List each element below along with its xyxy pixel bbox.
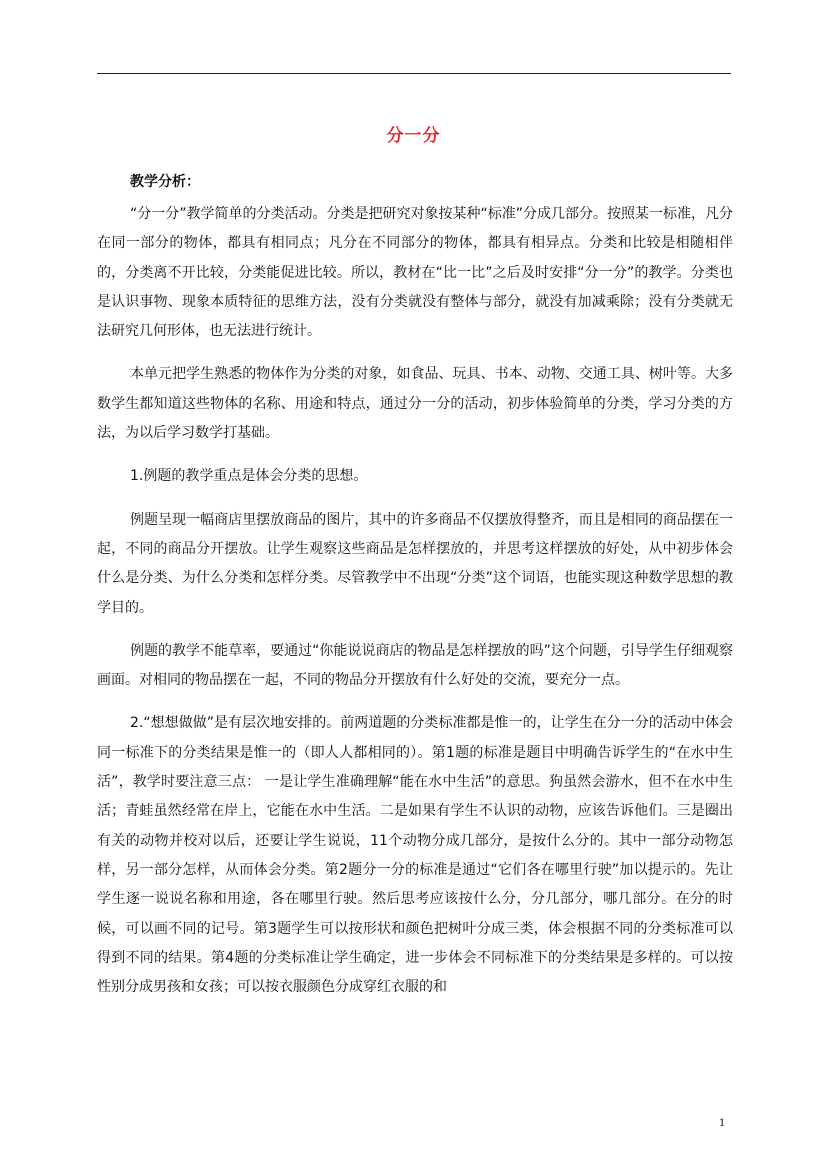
paragraph: 2.“想想做做”是有层次地安排的。前两道题的分类标准都是惟一的，让学生在分一分的活动中体会同一标准下的分类结果是惟一的（即人人都相同的）。第1题的标准是题目中明确告诉学生的“在水中生活”，教学时要注意三点： 一是让学生准确理解“能在水中生活”的意思。狗虽然会游水，但不在水中生活；青蛙虽然经常在岸上，它能在水中生活。二是如果有学生不认识的动物，应该告诉他们。三是圈出有关的动物并校对以后，还要让学生说说，11个动物分成几部分，是按什么分的。其中一部分动物怎样，另一部分怎样，从而体会分类。第2题分一分的标准是通过“它们各在哪里行驶”加以提示的。先让学生逐一说说名称和用途，各在哪里行驶。然后思考应该按什么分，分几部分，哪几部分。在分的时候，可以画不同的记号。第3题学生可以按形状和颜色把树叶分成三类，体会根据不同的分类标准可以得到不同的结果。第4题的分类标准让学生确定，进一步体会不同标准下的分类结果是多样的。可以按性别分成男孩和女孩；可以按衣服颜色分成穿红衣服的和	[97, 715, 733, 996]
header-rule	[97, 73, 731, 74]
page-number: 1	[719, 1118, 726, 1129]
paragraph: 1.例题的教学重点是体会分类的思想。	[130, 468, 368, 485]
paragraph: 例题的教学不能草率，要通过“你能说说商店的物品是怎样摆放的吗”这个问题，引导学生仔细观察画面。对相同的物品摆在一起，不同的物品分开摆放有什么好处的交流，要充分一点。	[97, 642, 733, 689]
paragraph: 本单元把学生熟悉的物体作为分类的对象，如食品、玩具、书本、动物、交通工具、树叶等。大多数学生都知道这些物体的名称、用途和特点，通过分一分的活动，初步体验简单的分类，学习分类的方法，为以后学习数学打基础。	[97, 366, 733, 442]
section-heading: 教学分析：	[130, 174, 200, 190]
document-body	[97, 200, 733, 1016]
document-title: 分一分	[386, 126, 441, 146]
paragraph: “分一分”教学简单的分类活动。分类是把研究对象按某种“标准”分成几部分。按照某一标准，凡分在同一部分的物体，都具有相同点；凡分在不同部分的物体，都具有相异点。分类和比较是相随相伴的，分类离不开比较，分类能促进比较。所以，教材在“比一比”之后及时安排“分一分”的教学。分类也是认识事物、现象本质特征的思维方法，没有分类就没有整体与部分，就没有加减乘除；没有分类就无法研究几何形体，也无法进行统计。	[97, 206, 734, 340]
paragraph: 例题呈现一幅商店里摆放商品的图片，其中的许多商品不仅摆放得整齐，而且是相同的商品摆在一起，不同的商品分开摆放。让学生观察这些商品是怎样摆放的，并思考这样摆放的好处，从中初步体会什么是分类、为什么分类和怎样分类。尽管教学中不出现“分类”这个词语，也能实现这种数学思想的教学目的。	[97, 511, 733, 616]
